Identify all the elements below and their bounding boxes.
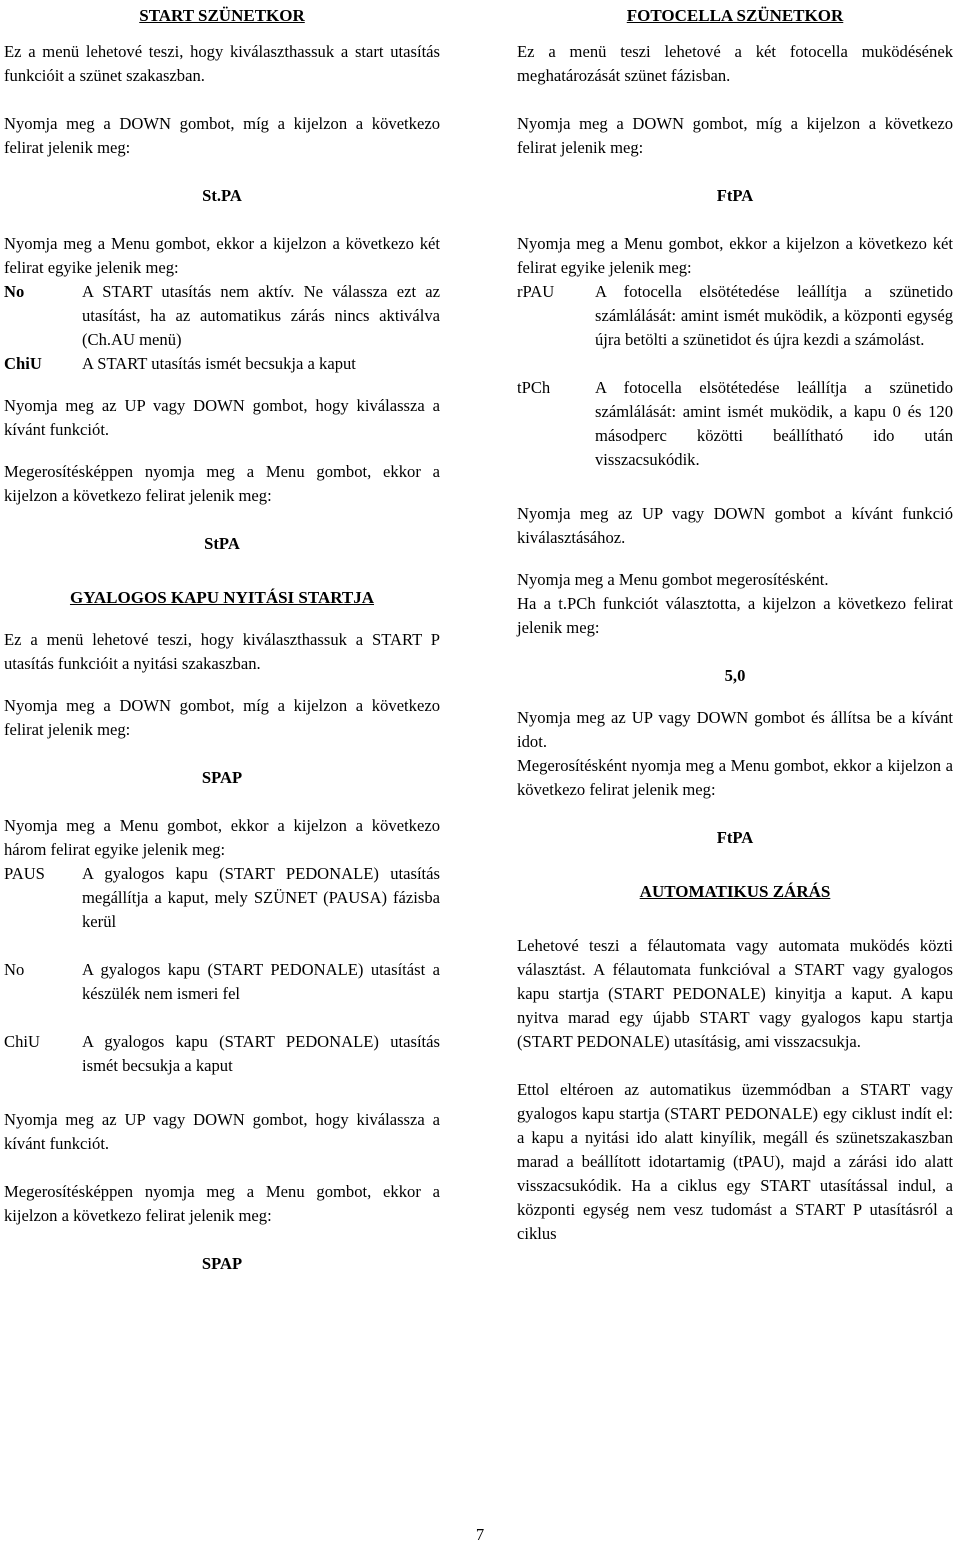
option-item bbox=[517, 280, 953, 352]
paragraph: Nyomja meg az UP vagy DOWN gombot és állítsa be a kívánt idot. bbox=[517, 708, 953, 751]
section-heading-pedestrian-start: GYALOGOS KAPU NYITÁSI STARTJA bbox=[69, 588, 375, 607]
section-heading-start-pause: START SZÜNETKOR bbox=[139, 6, 305, 25]
paragraph: Ez a menü lehetové teszi, hogy kiválaszthassuk a start utasítás funkcióit a szünet szakaszban. bbox=[4, 42, 440, 85]
left-column bbox=[4, 0, 440, 1276]
option-list bbox=[517, 280, 953, 472]
option-item bbox=[4, 958, 440, 1006]
option-description: A fotocella elsötétedése leállítja a szünetido számlálását: amint ismét muködik, a kapu 0 és 120 másodperc közötti beállítható ido után visszacsukódik. bbox=[595, 378, 953, 469]
paragraph: Nyomja meg az UP vagy DOWN gombot, hogy kiválassza a kívánt funkciót. bbox=[4, 396, 440, 439]
paragraph: Nyomja meg a DOWN gombot, míg a kijelzon a következo felirat jelenik meg: bbox=[4, 696, 440, 739]
paragraph: Nyomja meg az UP vagy DOWN gombot, hogy kiválassza a kívánt funkciót. bbox=[4, 1110, 440, 1153]
option-item bbox=[4, 352, 440, 376]
display-code: SPAP bbox=[201, 1254, 243, 1273]
section-heading-automatic-closing: AUTOMATIKUS ZÁRÁS bbox=[639, 882, 831, 901]
paragraph: Nyomja meg a DOWN gombot, míg a kijelzon a következo felirat jelenik meg: bbox=[4, 114, 440, 157]
display-code: SPAP bbox=[201, 768, 243, 787]
option-list bbox=[4, 280, 440, 376]
paragraph: Ettol eltéroen az automatikus üzemmódban a START vagy gyalogos kapu startja (START PEDONALE) egy ciklust indít el: a kapu a nyitási ido alatt kinyílik, megáll és szünetszakaszban marad a beállított idotartamig (tPAU), majd a zárási ido alatt visszacsukódik. Ha a ciklus egy START utasítással indul, a központi egység nem vesz tudomást a START P utasításról a ciklus bbox=[517, 1080, 953, 1243]
option-description: A gyalogos kapu (START PEDONALE) utasítást a készülék nem ismeri fel bbox=[82, 960, 440, 1003]
display-code: St.PA bbox=[202, 186, 242, 205]
option-description: A gyalogos kapu (START PEDONALE) utasítás megállítja a kaput, mely SZÜNET (PAUSA) fázisba kerül bbox=[82, 864, 440, 931]
option-item bbox=[517, 376, 953, 472]
right-column bbox=[517, 0, 953, 1246]
option-code: No bbox=[4, 282, 25, 301]
option-code: No bbox=[4, 960, 25, 979]
section-heading-photocell-pause: FOTOCELLA SZÜNETKOR bbox=[626, 6, 844, 25]
option-code: PAUS bbox=[4, 864, 45, 883]
option-code: tPCh bbox=[517, 378, 551, 397]
option-list bbox=[4, 862, 440, 1078]
option-code: ChiU bbox=[4, 1032, 40, 1051]
paragraph: Nyomja meg az UP vagy DOWN gombot a kívánt funkció kiválasztásához. bbox=[517, 504, 953, 547]
option-description: A START utasítás nem aktív. Ne válassza ezt az utasítást, ha az automatikus zárás nincs aktiválva (Ch.AU menü) bbox=[82, 282, 440, 349]
paragraph: Lehetové teszi a félautomata vagy automata muködés közti választást. A félautomata funkcióval a START vagy gyalogos kapu startja (START PEDONALE) kinyitja a kaput. A kapu nyitva marad egy újabb START vagy gyalogos kapu startja (START PEDONALE) utasításig, ami visszacsukja. bbox=[517, 936, 953, 1051]
option-item bbox=[4, 1030, 440, 1078]
display-code: StPA bbox=[204, 534, 240, 553]
paragraph: Nyomja meg a Menu gombot, ekkor a kijelzon a következo két felirat egyike jelenik meg: bbox=[517, 234, 953, 277]
option-code: ChiU bbox=[4, 354, 42, 373]
paragraph: Megerosítésképpen nyomja meg a Menu gombot, ekkor a kijelzon a következo felirat jelenik meg: bbox=[4, 1182, 440, 1225]
paragraph: Ez a menü lehetové teszi, hogy kiválaszthassuk a START P utasítás funkcióit a nyitási szakaszban. bbox=[4, 630, 440, 673]
option-description: A START utasítás ismét becsukja a kaput bbox=[82, 354, 356, 373]
page-number: 7 bbox=[475, 1525, 485, 1544]
paragraph: Megerosítésképpen nyomja meg a Menu gombot, ekkor a kijelzon a következo felirat jelenik meg: bbox=[4, 462, 440, 505]
paragraph: Nyomja meg a DOWN gombot, míg a kijelzon a következo felirat jelenik meg: bbox=[517, 114, 953, 157]
display-code: FtPA bbox=[716, 186, 754, 205]
display-code: FtPA bbox=[716, 828, 754, 847]
display-code: 5,0 bbox=[724, 666, 746, 685]
option-item bbox=[4, 862, 440, 934]
paragraph: Nyomja meg a Menu gombot megerosítésként. bbox=[517, 570, 829, 589]
paragraph: Ha a t.PCh funkciót választotta, a kijelzon a következo felirat jelenik meg: bbox=[517, 594, 953, 637]
option-description: A fotocella elsötétedése leállítja a szünetido számlálását: amint ismét muködik, a központi egység újra betölti a szünetidot és újra kezdi a számolást. bbox=[595, 282, 953, 349]
paragraph: Nyomja meg a Menu gombot, ekkor a kijelzon a következo két felirat egyike jelenik meg: bbox=[4, 234, 440, 277]
option-description: A gyalogos kapu (START PEDONALE) utasítás ismét becsukja a kaput bbox=[82, 1032, 440, 1075]
paragraph: Nyomja meg a Menu gombot, ekkor a kijelzon a következo három felirat egyike jelenik meg: bbox=[4, 816, 440, 859]
paragraph: Megerosítésként nyomja meg a Menu gombot, ekkor a kijelzon a következo felirat jelenik meg: bbox=[517, 756, 953, 799]
option-item bbox=[4, 280, 440, 352]
paragraph: Ez a menü teszi lehetové a két fotocella muködésének meghatározását szünet fázisban. bbox=[517, 42, 953, 85]
option-code: rPAU bbox=[517, 282, 555, 301]
